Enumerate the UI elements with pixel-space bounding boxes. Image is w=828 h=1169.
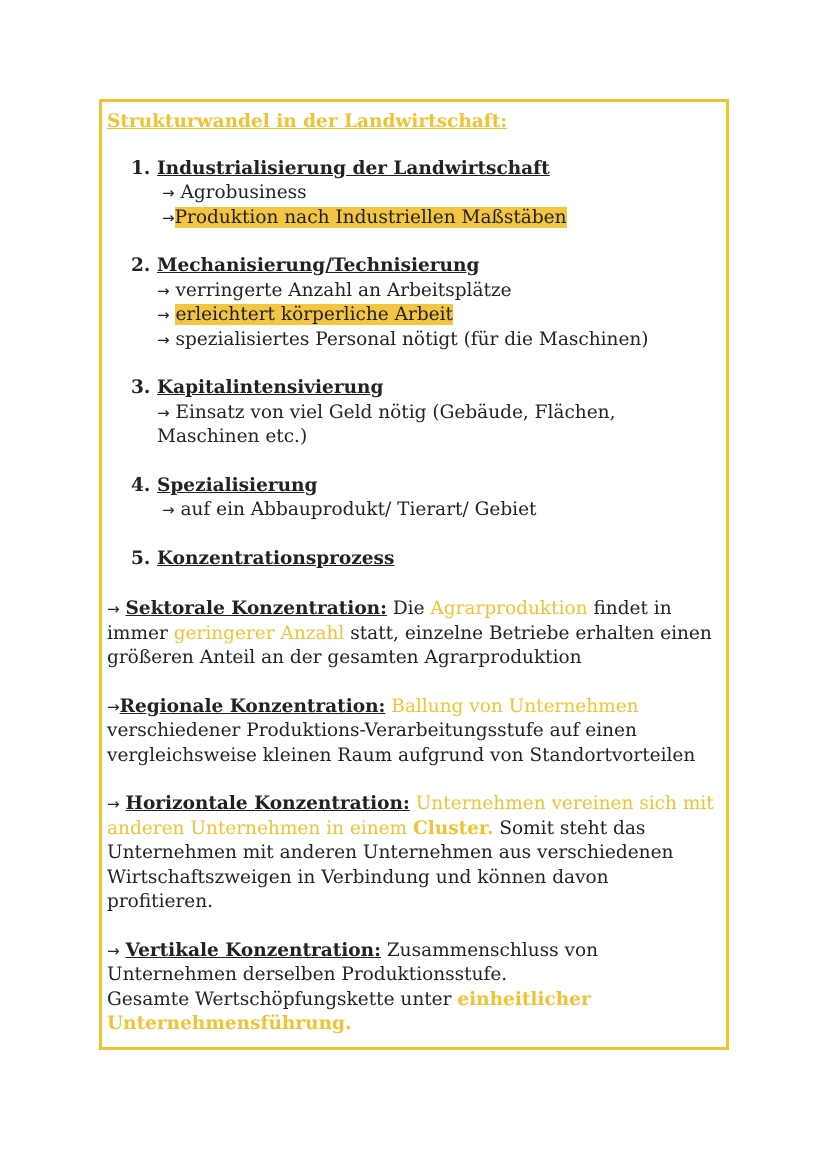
horizontale-konzentration: → Horizontale Konzentration: Unternehmen vereinen sich mit anderen Unternehmen in einem Cluster. Somit steht das Unternehmen mit anderen Unternehmen aus verschiedenen Wirtschaftszweigen in Verbindung und können davon profitieren.	[107, 793, 714, 912]
item-number: 3.	[131, 377, 151, 398]
sektorale-konzentration: → Sektorale Konzentration: Die Agrarproduktion findet in immer geringerer Anzahl statt, einzelne Betriebe erhalten einen größeren Anteil an der gesamten Agrarproduktion	[107, 598, 712, 668]
item-number: 5.	[131, 547, 151, 569]
paragraph-heading: Regionale Konzentration:	[119, 695, 386, 717]
list-item-1	[107, 157, 719, 231]
item-number: 1.	[131, 157, 151, 179]
item-number: 2.	[131, 255, 151, 276]
item-line: → verringerte Anzahl an Arbeitsplätze	[157, 279, 512, 301]
paragraph-heading: Sektorale Konzentration:	[125, 598, 387, 619]
item-line	[157, 303, 719, 328]
arrow-icon: →	[107, 697, 120, 716]
document-content	[107, 110, 719, 1061]
highlighted-text: erleichtert körperliche Arbeit	[175, 304, 453, 325]
item-line: → Agrobusiness	[162, 182, 307, 203]
list-item-5	[107, 547, 719, 572]
arrow-icon: →	[157, 403, 170, 422]
item-heading: Spezialisierung	[157, 474, 318, 496]
item-line: → Einsatz von viel Geld nötig (Gebäude, Flächen, Maschinen etc.)	[157, 401, 616, 447]
item-line: → auf ein Abbauprodukt/ Tierart/ Gebiet	[162, 499, 537, 520]
item-heading: Mechanisierung/Technisierung	[157, 255, 480, 276]
arrow-icon: →	[162, 184, 175, 202]
arrow-icon: →	[157, 306, 170, 324]
item-line	[157, 206, 719, 231]
list-item-2	[107, 254, 719, 352]
item-heading: Industrialisierung der Landwirtschaft	[157, 157, 550, 179]
arrow-icon: →	[107, 600, 120, 618]
list-item-3	[107, 376, 719, 450]
page-title: Strukturwandel in der Landwirtschaft:	[107, 111, 508, 132]
highlighted-text: Produktion nach Industriellen Maßstäben	[174, 206, 567, 228]
arrow-icon: →	[107, 941, 120, 960]
item-line: → spezialisiertes Personal nötigt (für die Maschinen)	[157, 328, 649, 350]
regionale-konzentration: →Regionale Konzentration: Ballung von Unternehmen verschiedener Produktions-Verarbeitungsstufe auf einen vergleichsweise kleinen Raum aufgrund von Standortvorteilen	[107, 695, 696, 766]
arrow-icon: →	[157, 281, 170, 300]
arrow-icon: →	[162, 208, 175, 227]
item-number: 4.	[131, 474, 151, 496]
paragraph-heading: Horizontale Konzentration:	[125, 793, 410, 814]
item-heading: Konzentrationsprozess	[157, 547, 395, 569]
arrow-icon: →	[107, 795, 120, 813]
arrow-icon: →	[162, 501, 175, 519]
arrow-icon: →	[157, 330, 170, 349]
paragraph-heading: Vertikale Konzentration:	[125, 939, 381, 961]
list-item-4	[107, 474, 719, 523]
vertikale-konzentration: → Vertikale Konzentration: Zusammenschluss von Unternehmen derselben Produktionsstufe. Gesamte Wertschöpfungskette unter einheitlicher Unternehmensführung.	[107, 939, 599, 1034]
item-heading: Kapitalintensivierung	[157, 377, 384, 398]
